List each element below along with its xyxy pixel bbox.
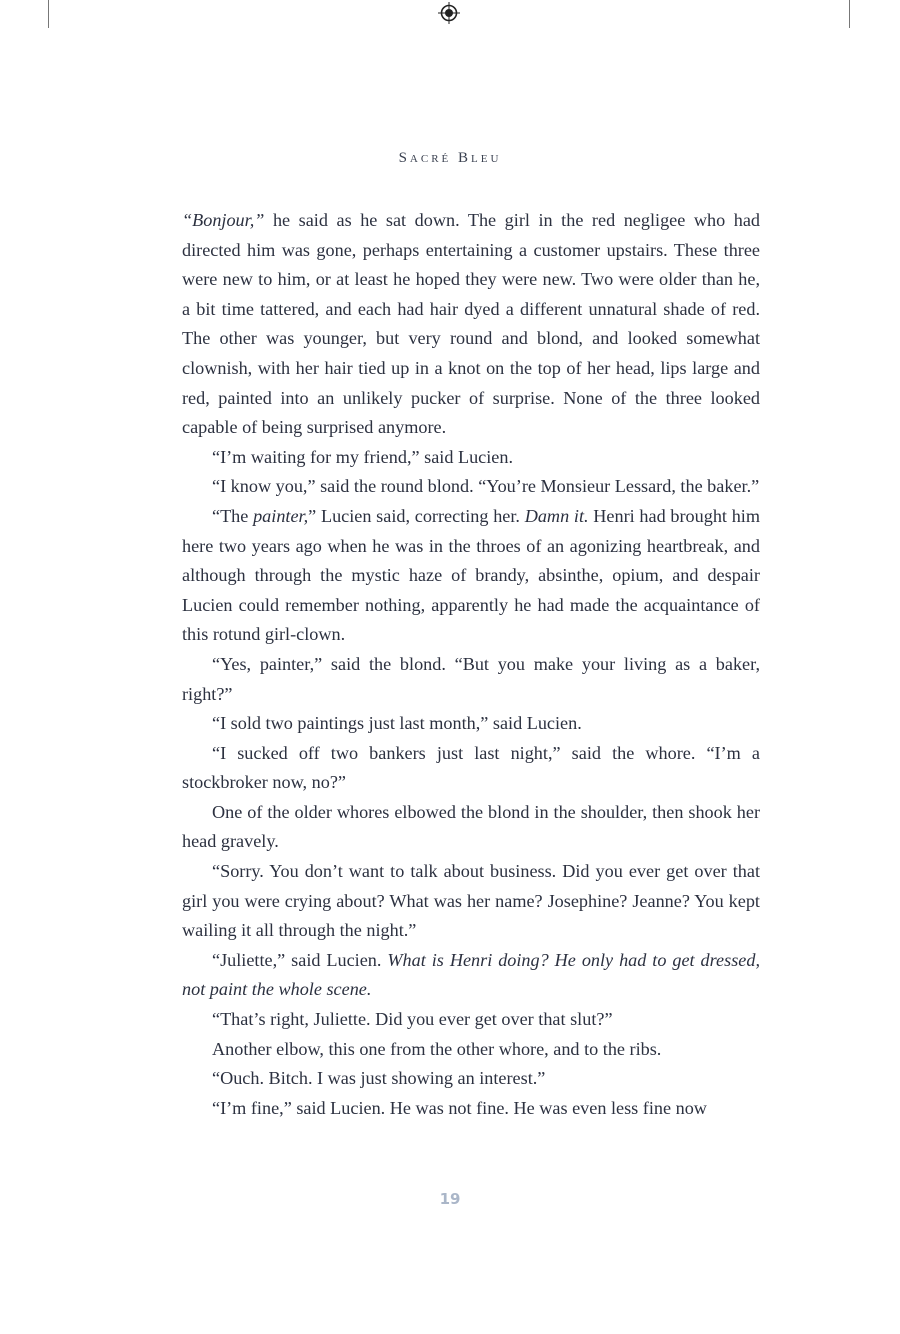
text-run: “I’m waiting for my friend,” said Lucien. — [212, 446, 513, 467]
text-run: “I know you,” said the round blond. “You’re Monsieur Lessard, the baker.” — [212, 476, 760, 497]
italic-text: “Bonjour,” — [182, 210, 265, 230]
text-run: “I’m fine,” said Lucien. He was not fine. He was even less fine now — [212, 1097, 707, 1118]
text-run: ” Lucien said, correcting her. — [308, 505, 525, 526]
page-number: 19 — [439, 1190, 461, 1208]
paragraph — [182, 1005, 760, 1035]
paragraph — [182, 502, 760, 650]
italic-text: painter, — [253, 505, 309, 526]
paragraph — [182, 946, 760, 1005]
paragraph — [182, 1064, 760, 1094]
text-run: Henri had brought him here two years ago when he was in the throes of an agonizing heartbreak, and although through the mystic haze of brandy, absinthe, opium, and despair Lucien could remember nothing, apparently he had made the acquaintance of this rotund girl-clown. — [182, 505, 760, 645]
paragraph — [182, 798, 760, 857]
text-run: “I sucked off two bankers just last night,” said the whore. “I’m a stockbroker now, no?” — [182, 742, 760, 793]
paragraph — [182, 1094, 760, 1124]
paragraph — [182, 709, 760, 739]
text-run: “Ouch. Bitch. I was just showing an interest.” — [212, 1068, 546, 1089]
paragraph — [182, 1035, 760, 1065]
text-run: “Yes, painter,” said the blond. “But you make your living as a baker, right?” — [182, 653, 760, 704]
running-head: Sacré Bleu — [398, 150, 502, 166]
crop-mark-right — [849, 0, 850, 28]
text-run: “Sorry. You don’t want to talk about business. Did you ever get over that girl you were crying about? What was her name? Josephine? Jeanne? You kept wailing it all through the night.” — [182, 861, 760, 941]
paragraph — [182, 650, 760, 709]
paragraph — [182, 443, 760, 473]
crop-mark-left — [48, 0, 49, 28]
body-text — [182, 206, 760, 1123]
text-run: “The — [212, 505, 254, 526]
text-run: “That’s right, Juliette. Did you ever get over that slut?” — [212, 1009, 613, 1030]
paragraph — [182, 739, 760, 798]
text-run: “I sold two paintings just last month,” said Lucien. — [212, 713, 582, 734]
text-run: One of the older whores elbowed the blond in the shoulder, then shook her head gravely. — [182, 801, 760, 852]
italic-text: Damn it. — [524, 505, 589, 526]
registration-mark-icon — [438, 2, 460, 24]
italic-text: What is Henri doing? He only had to get dressed, not paint the whole scene. — [182, 949, 760, 1000]
text-run: “Juliette,” said Lucien. — [212, 949, 388, 970]
text-run: Another elbow, this one from the other whore, and to the ribs. — [212, 1038, 662, 1059]
paragraph — [182, 206, 760, 443]
paragraph — [182, 857, 760, 946]
paragraph — [182, 472, 760, 502]
text-run: he said as he sat down. The girl in the red negligee who had directed him was gone, perhaps entertaining a customer upstairs. These three were new to him, or at least he hoped they were new. Two were older than he, a bit time tattered, and each had hair dyed a different unnatural shade of red. The other was younger, but very round and blond, and looked somewhat clownish, with her hair tied up in a knot on the top of her head, lips large and red, painted into an unlikely pucker of surprise. None of the three looked capable of being surprised anymore. — [182, 210, 760, 438]
